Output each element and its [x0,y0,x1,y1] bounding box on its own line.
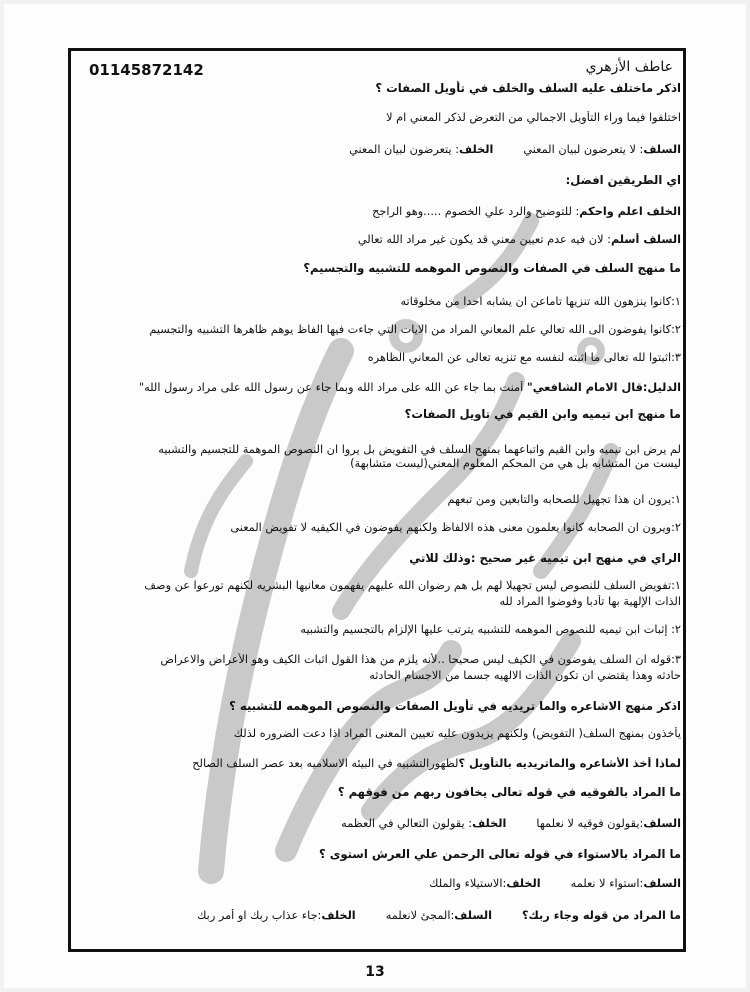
point-3: ٣:اثبتوا لله تعالى ما اثبته لنفسه مع تنزيه تعالى عن المعاني الظاهره [367,351,681,364]
question-2: اي الطريقين افضل: [565,173,681,187]
rebuttal-3b: حادثه وهذا يقتضي ان تكون الذات الالهيه جسما من الاجسام الحادثه [369,669,681,682]
point-2: ٢:كانوا يفوضون الى الله تعالي علم المعاني المراد من الايات التي جاءت فيها الفاظ يوهم ظاهرها التشبيه والتجسيم [149,323,681,336]
author-name: عاطف الأزهري [585,59,673,75]
answer-3: السلف أسلم: لان فيه عدم تعيين معني قد يكون غير مراد الله تعالي [357,233,681,246]
question-8: ما المراد بالفوقيه في قوله تعالى يخافون ربهم من فوقهم ؟ [337,785,681,799]
salaf-khalaf-row-9: السلف:استواء لا نعلمهالخلف:الاستيلاء والملك [429,877,681,890]
taymiya-4: ٢:ويرون ان الصحابه كانوا يعلمون معنى هذه الالفاظ ولكنهم يفوضون في الكيفيه لا تفويض المعنى [230,521,681,534]
khalaf-label: الخلف [459,143,494,156]
taymiya-1: لم يرض ابن تيميه وابن القيم واتباعهما بمنهج السلف في التفويض بل يروا ان النصوص الموهمة للتجسيم والتشبيه [158,443,681,456]
evidence: الدليل:قال الامام الشافعي" أمنت بما جاء عن الله على مراد الله وبما جاء عن رسول الله على مراد رسول الله" [138,381,681,394]
document-body [71,51,686,952]
salaf-label: السلف [643,143,681,156]
question-5: الراي في منهج ابن تيميه غير صحيح :وذلك للاتي [409,551,681,565]
question-1: اذكر ماختلف عليه السلف والخلف في تأويل الصفات ؟ [375,81,681,95]
question-9: ما المراد بالاستواء في قوله تعالى الرحمن علي العرش استوى ؟ [319,847,681,861]
document-page [4,4,746,988]
question-7-row: لماذا أخذ الأشاعره والماتريديه بالتأويل ؟لظهورالتشبيه في البيئه الاسلاميه بعد عصر السلف الصالح [192,757,681,770]
phone-number: 01145872142 [89,61,204,79]
salaf-khalaf-row-8: السلف:يقولون فوقيه لا نعلمهاالخلف: يقولون التعالي في العظمه [341,817,681,830]
answer-6: يأخذون بمنهج السلف( التفويض) ولكنهم يزيدون عليه تعيين المعنى المراد اذا دعت الضروره لذلك [233,727,681,740]
point-1: ١:كانوا ينزهون الله تنزيها تاماعن ان يشابه احدا من مخلوقاته [400,295,681,308]
taymiya-2: ليست من المتشابه بل هي من المحكم المعلوم المعني(ليست متشابهة) [350,457,681,470]
khalaf-text: : يتعرضون لبيان المعني [349,143,460,156]
rebuttal-1b: الذات الإلهية بها تأدبا وفوضوا المراد لله [499,595,681,608]
answer-1: اختلفوا فيما وراء التأويل الاجمالي من التعرض لذكر المعني ام لا [386,111,681,124]
rebuttal-1: ١:تفويض السلف للنصوص ليس تجهيلا لهم بل هم رضوان الله عليهم يفهمون معانيها البشريه لكنهم تورعوا عن وصف [144,579,681,592]
page-number: 13 [365,964,385,980]
answer-2: الخلف اعلم واحكم: للتوضيح والرد علي الخصوم .....وهو الراجح [372,205,681,218]
question-3: ما منهج السلف في الصفات والنصوص الموهمه للتشبيه والتجسيم؟ [303,261,681,275]
page-border [68,48,686,952]
question-10-row: ما المراد من قوله وجاء ربك؟السلف:المجئ لانعلمهالخلف:جاء عذاب ربك او أمر ربك [197,909,681,922]
rebuttal-3: ٣:قوله ان السلف يفوضون في الكيف ليس صحيحا ..لأنه يلزم من هذا القول اثبات الكيف وهو الأعراض والاعراض [160,653,681,666]
question-6: اذكر منهج الاشاعره والما تريديه في تأويل الصفات والنصوص الموهمه للتشبيه ؟ [229,699,681,713]
salaf-khalaf-row-1 [79,143,681,157]
question-4: ما منهج ابن تيميه وابن القيم في تاويل الصفات؟ [404,407,681,421]
taymiya-3: ١:يرون ان هذا تجهيل للصحابه والتابعين ومن تبعهم [447,493,681,506]
rebuttal-2: ٢: إثبات ابن تيميه للنصوص الموهمه للتشبيه يترتب عليها الإلزام بالتجسيم والتشبيه [300,623,681,636]
salaf-text: : لا يتعرضون لبيان المعني [523,143,644,156]
